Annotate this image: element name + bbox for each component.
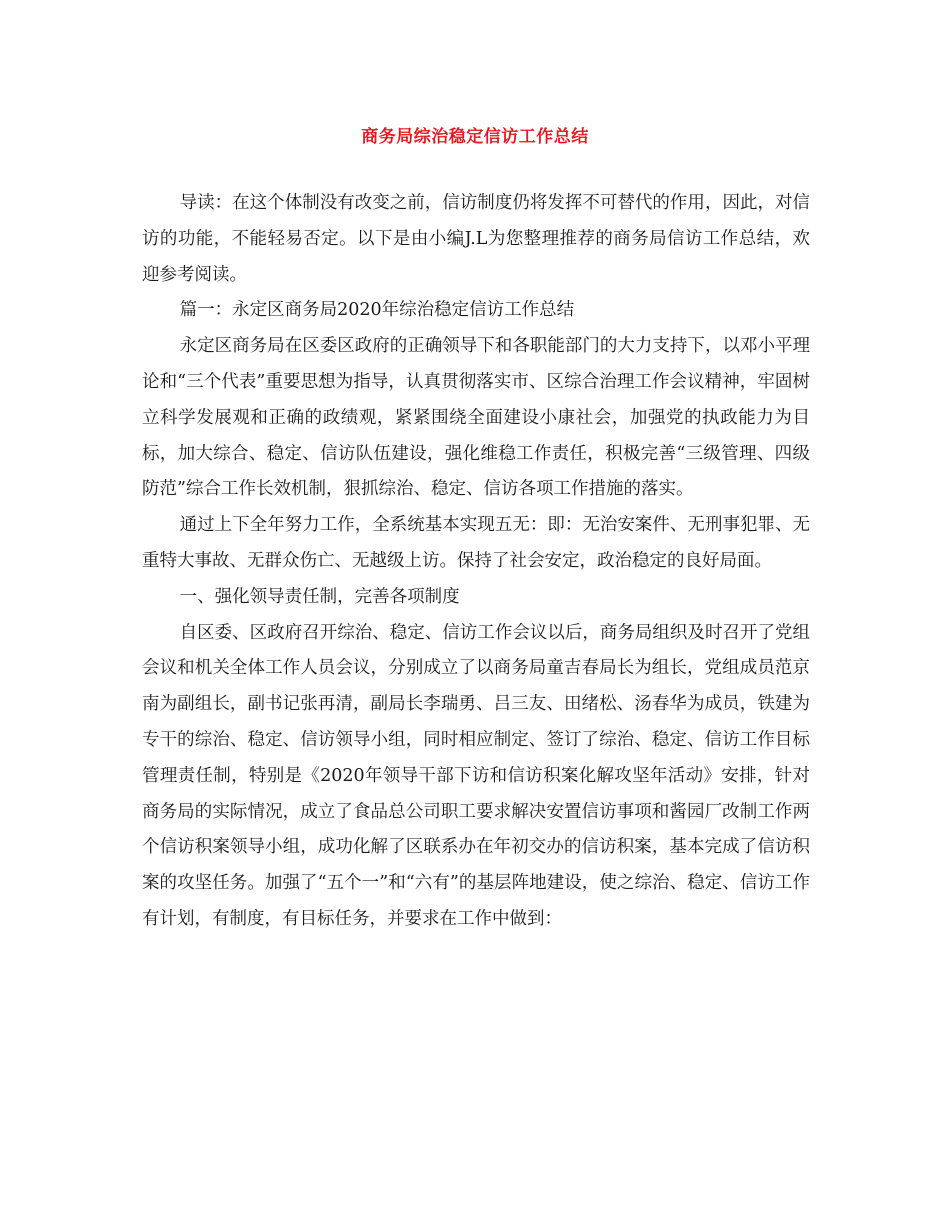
paragraph-subheading: 一、强化领导责任制，完善各项制度 — [179, 586, 460, 607]
paragraph-details: 自区委、区政府召开综治、稳定、信访工作会议以后，商务局组织及时召开了党组会议和机关全体工作人员会议，分别成立了以商务局童吉春局长为组长，党组成员范京南为副组长，副书记张再清，副局长李瑞勇、吕三友、田绪松、汤春华为成员，铁建为专干的综治、稳定、信访领导小组，同时相应制定、签订了综治、稳定、信访工作目标管理责任制，特别是《2020年领导干部下访和信访积案化解攻坚年活动》安排，针对商务局的实际情况，成立了食品总公司职工要求解决安置信访事项和酱园厂改制工作两个信访积案领导小组，成功化解了区联系办在年初交办的信访积案，基本完成了信访积案的攻坚任务。加强了“五个一”和“六有”的基层阵地建设，使之综治、稳定、信访工作有计划，有制度，有目标任务，并要求在工作中做到： — [142, 622, 810, 929]
paragraph-overview: 永定区商务局在区委区政府的正确领导下和各职能部门的大力支持下，以邓小平理论和“三个代表”重要思想为指导，认真贯彻落实市、区综合治理工作会议精神，牢固树立科学发展观和正确的政绩观，紧紧围绕全面建设小康社会，加强党的执政能力为目标，加大综合、稳定、信访队伍建设，强化维稳工作责任，积极完善“三级管理、四级防范”综合工作长效机制，狠抓综治、稳定、信访各项工作措施的落实。 — [142, 336, 810, 500]
document-body — [142, 186, 810, 938]
paragraph-section-heading: 篇一：永定区商务局2020年综治稳定信访工作总结 — [179, 300, 575, 321]
paragraph-intro: 导读：在这个体制没有改变之前，信访制度仍将发挥不可替代的作用，因此，对信访的功能，不能轻易否定。以下是由小编J.L为您整理推荐的商务局信访工作总结，欢迎参考阅读。 — [142, 193, 810, 285]
document-title: 商务局综治稳定信访工作总结 — [361, 127, 589, 147]
paragraph-results: 通过上下全年努力工作，全系统基本实现五无：即：无治安案件、无刑事犯罪、无重特大事故、无群众伤亡、无越级上访。保持了社会安定，政治稳定的良好局面。 — [142, 515, 810, 571]
